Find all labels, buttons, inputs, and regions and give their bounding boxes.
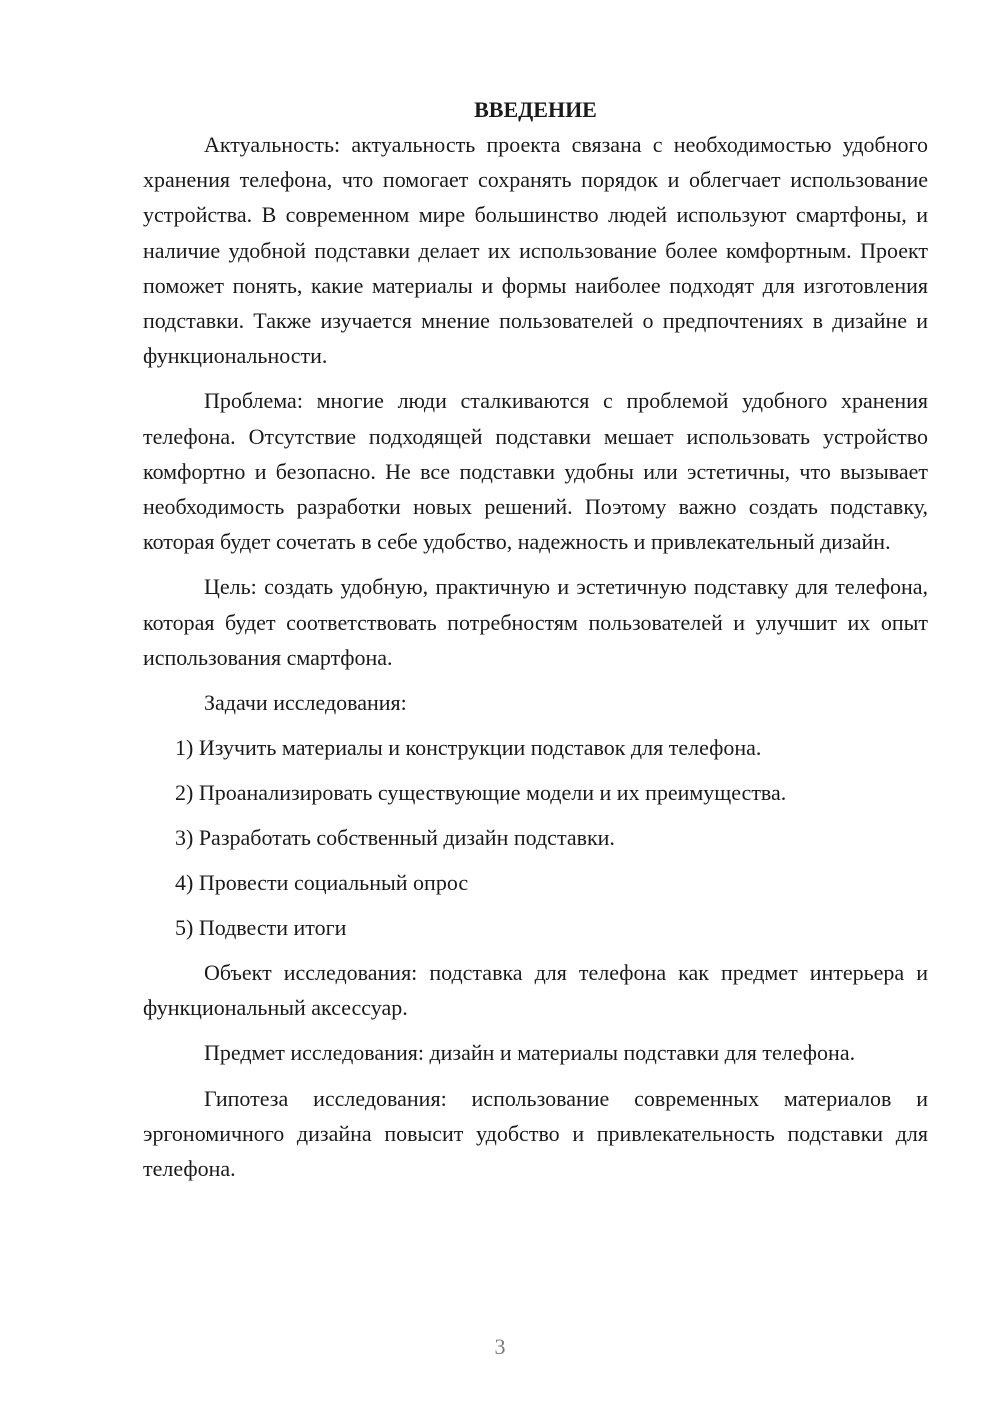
goal-paragraph: Цель: создать удобную, практичную и эстетичную подставку для телефона, которая будет соответствовать потребностям пользователей и улучшит их опыт использования смартфона. (143, 574, 928, 670)
task-item: 1) Изучить материалы и конструкции подставок для телефона. (175, 735, 762, 761)
document-page (143, 92, 928, 1196)
relevance-paragraph: Актуальность: актуальность проекта связана с необходимостью удобного хранения телефона, что помогает сохранять порядок и облегчает использование устройства. В современном мире большинство людей используют смартфоны, и наличие удобной подставки делает их использование более комфортным. Проект поможет понять, какие материалы и формы наиболее подходят для изготовления подставки. Также изучается мнение пользователей о предпочтениях в дизайне и функциональности. (143, 132, 928, 369)
hypothesis-paragraph: Гипотеза исследования: использование современных материалов и эргономичного дизайна повысит удобство и привлекательность подставки для телефона. (143, 1085, 928, 1182)
task-item: 5) Подвести итоги (175, 915, 347, 941)
tasks-list (143, 730, 928, 945)
object-paragraph: Объект исследования: подставка для телефона как предмет интерьера и функциональный аксессуар. (143, 960, 928, 1021)
subject-paragraph: Предмет исследования: дизайн и материалы подставки для телефона. (204, 1040, 856, 1066)
task-item: 2) Проанализировать существующие модели и их преимущества. (175, 780, 787, 806)
problem-paragraph: Проблема: многие люди сталкиваются с проблемой удобного хранения телефона. Отсутствие подходящей подставки мешает использовать устройство комфортно и безопасно. Не все подставки удобны или эстетичны, что вызывает необходимость разработки новых решений. Поэтому важно создать подставку, которая будет сочетать в себе удобство, надежность и привлекательный дизайн. (143, 388, 928, 555)
page-title: ВВЕДЕНИЕ (474, 97, 597, 122)
page-number: 3 (494, 1334, 506, 1359)
tasks-heading: Задачи исследования: (204, 690, 407, 716)
task-item: 3) Разработать собственный дизайн подставки. (175, 825, 615, 851)
task-item: 4) Провести социальный опрос (175, 870, 469, 896)
